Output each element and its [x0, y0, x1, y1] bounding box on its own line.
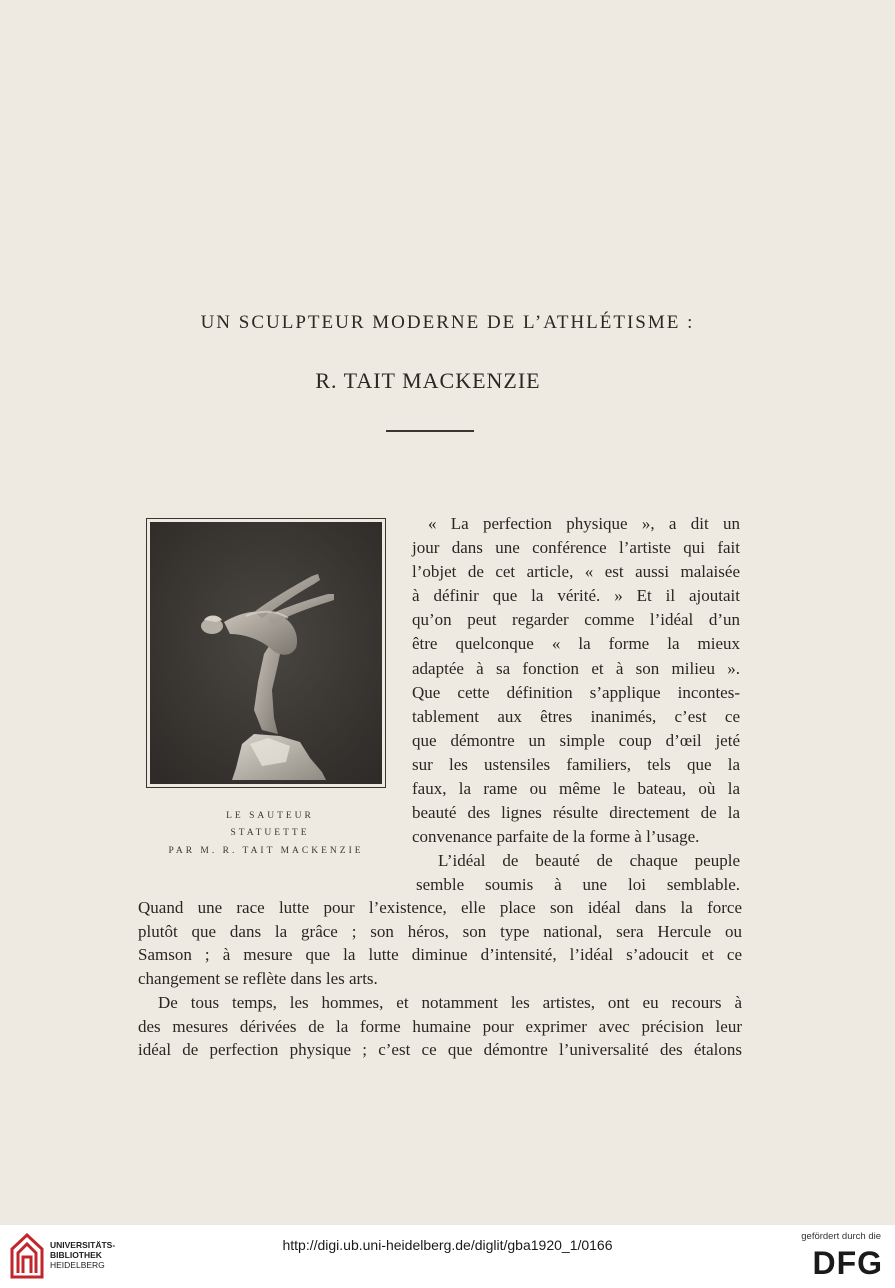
- library-name-line: BIBLIOTHEK: [50, 1250, 102, 1260]
- figure-frame: [146, 518, 386, 788]
- paragraph-line: être quelconque « la forme la mieux: [412, 634, 740, 654]
- paragraph-line: Quand une race lutte pour l’existence, elle place son idéal dans la force: [138, 898, 742, 917]
- library-name-line: HEIDELBERG: [50, 1260, 105, 1270]
- paragraph-line: convenance parfaite de la forme à l’usage.: [412, 827, 700, 847]
- library-name-line: UNIVERSITÄTS-: [50, 1240, 116, 1250]
- paragraph-line: tablement aux êtres inanimés, c’est ce: [412, 706, 740, 726]
- figure-caption-type: STATUETTE: [230, 828, 310, 838]
- paragraph-line: De tous temps, les hommes, et notamment les artistes, ont eu recours à: [158, 992, 742, 1012]
- paragraph-line: jour dans une conférence l’artiste qui fait: [412, 538, 740, 558]
- paragraph-line: qu’on peut regarder comme l’idéal d’un: [412, 610, 740, 630]
- article-heading: UN SCULPTEUR MODERNE DE L’ATHLÉTISME :: [200, 312, 695, 333]
- paragraph-line: des mesures dérivées de la forme humaine pour exprimer avec précision leur: [138, 1016, 742, 1036]
- paragraph-line: l’objet de cet article, « est aussi malaisée: [412, 562, 740, 582]
- paragraph-line: changement se reflète dans les arts.: [138, 969, 378, 989]
- article-subheading: R. TAIT MACKENZIE: [315, 368, 541, 393]
- paragraph-line: plutôt que dans la grâce ; son héros, son type national, sera Hercule ou: [138, 921, 742, 941]
- paragraph-line: « La perfection physique », a dit un: [428, 514, 740, 533]
- paragraph-line: Que cette définition s’applique incontes-: [412, 682, 740, 702]
- paragraph-line: adaptée à sa fonction et à son milieu ».: [412, 658, 740, 678]
- funding-note: gefördert durch die: [801, 1231, 881, 1242]
- paragraph-line: beauté des lignes résulte directement de la: [412, 803, 740, 823]
- paragraph-line: sur les ustensiles familiers, tels que la: [412, 754, 740, 774]
- text-column-beside-figure: [412, 512, 740, 898]
- paragraph-line: L’idéal de beauté de chaque peuple: [438, 851, 740, 871]
- dfg-logo-text: DFG: [812, 1245, 883, 1281]
- document-url-link[interactable]: http://digi.ub.uni-heidelberg.de/diglit/gba1920_1/0166: [282, 1237, 613, 1253]
- text-full-width: [138, 896, 742, 1062]
- paragraph-line: Samson ; à mesure que la lutte diminue d’intensité, l’idéal s’adoucit et ce: [138, 945, 742, 965]
- paragraph-line: semble soumis à une loi semblable.: [416, 875, 740, 895]
- paragraph-line: que démontre un simple coup d’œil jeté: [412, 730, 740, 750]
- figure-caption-author: PAR M. R. TAIT MACKENZIE: [168, 846, 364, 856]
- diver-statuette-image: [150, 522, 382, 784]
- paragraph-line: faux, la rame ou même le bateau, où la: [412, 779, 740, 799]
- figure-caption-title: LE SAUTEUR: [226, 811, 314, 821]
- paragraph-line: à définir que la vérité. » Et il ajoutait: [412, 586, 740, 606]
- statuette-photo: [150, 522, 382, 784]
- paragraph-line: idéal de perfection physique ; c’est ce que démontre l’universalité des étalons: [138, 1040, 742, 1060]
- title-divider: [386, 430, 474, 432]
- viewer-footer: [0, 1225, 895, 1288]
